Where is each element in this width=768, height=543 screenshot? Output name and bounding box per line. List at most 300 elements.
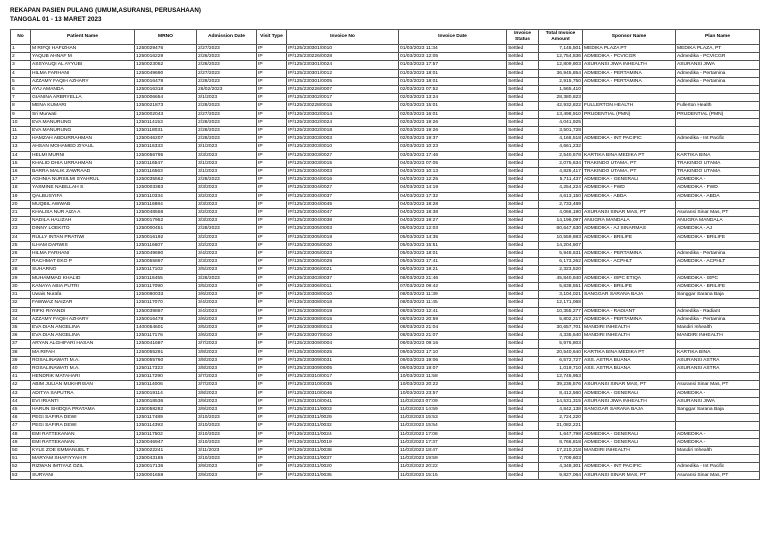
plan-name-cell: PRUDENTIAL (PMN) bbox=[676, 110, 760, 118]
visit-type-cell: IP bbox=[257, 77, 287, 85]
sponsor-name-cell bbox=[583, 86, 676, 94]
visit-type-cell: IP bbox=[257, 209, 287, 217]
invoice-no-cell: IP/125/230303/0037 bbox=[287, 274, 399, 282]
invoice-status-cell: Settled bbox=[507, 471, 539, 479]
visit-type-cell: IP bbox=[257, 258, 287, 266]
invoice-no-cell: IP/125/230308/0010 bbox=[287, 291, 399, 299]
row-number-cell: 46 bbox=[11, 414, 31, 422]
total-invoice-amount-cell: 7,145,501 bbox=[539, 45, 583, 53]
invoice-status-cell: Settled bbox=[507, 184, 539, 192]
invoice-status-cell: Settled bbox=[507, 151, 539, 159]
invoice-status-cell: Settled bbox=[507, 463, 539, 471]
total-invoice-amount-cell: 60,647,630 bbox=[539, 225, 583, 233]
invoice-no-cell: IP/125/230302/0024 bbox=[287, 118, 399, 126]
admission-date-cell: 3/6/2023 bbox=[197, 291, 257, 299]
invoice-status-cell: Settled bbox=[507, 414, 539, 422]
invoice-no-cell: IP/125/230304/0016 bbox=[287, 176, 399, 184]
sponsor-name-cell: SANGGAR SARANA BAJA bbox=[583, 291, 676, 299]
table-row bbox=[11, 422, 760, 430]
sponsor-name-cell: ADMEDIKA - AJ SINARMAS bbox=[583, 225, 676, 233]
plan-name-cell bbox=[676, 373, 760, 381]
visit-type-cell: IP bbox=[257, 282, 287, 290]
sponsor-name-cell: ADMEDIKA - GENERALI bbox=[583, 430, 676, 438]
total-invoice-amount-cell: 4,254,224 bbox=[539, 184, 583, 192]
invoice-status-cell: Settled bbox=[507, 389, 539, 397]
sponsor-name-cell: ADMEDIKA - PCVICGR bbox=[583, 53, 676, 61]
invoice-date-cell: 01/03/2023 17:57 bbox=[399, 61, 507, 69]
invoice-date-cell: 01/03/2023 11:34 bbox=[399, 45, 507, 53]
invoice-no-cell: IP/125/230309/0025 bbox=[287, 348, 399, 356]
visit-type-cell: IP bbox=[257, 241, 287, 249]
table-row bbox=[11, 61, 760, 69]
table-row bbox=[11, 356, 760, 364]
row-number-cell: 4 bbox=[11, 69, 31, 77]
plan-name-cell: TRAKINDO UTAMA bbox=[676, 168, 760, 176]
row-number-cell: 24 bbox=[11, 233, 31, 241]
visit-type-cell: IP bbox=[257, 217, 287, 225]
total-invoice-amount-cell: 9,827,064 bbox=[539, 471, 583, 479]
plan-name-cell bbox=[676, 200, 760, 208]
table-row bbox=[11, 291, 760, 299]
plan-name-cell: MEDIKA PLAZA, PT bbox=[676, 45, 760, 53]
table-body bbox=[11, 45, 760, 480]
invoice-status-cell: Settled bbox=[507, 266, 539, 274]
mrno-cell: 1250049690 bbox=[135, 69, 197, 77]
invoice-date-cell: 08/03/2023 12:41 bbox=[399, 307, 507, 315]
total-invoice-amount-cell: 10,355,277 bbox=[539, 307, 583, 315]
invoice-no-cell: IP/125/230303/0027 bbox=[287, 151, 399, 159]
table-row bbox=[11, 77, 760, 85]
table-row bbox=[11, 364, 760, 372]
total-invoice-amount-cell: 28,380,823 bbox=[539, 94, 583, 102]
plan-name-cell: Admedika - Pertamina bbox=[676, 250, 760, 258]
sponsor-name-cell: KARTIKA BINA MEDIKA PT bbox=[583, 151, 676, 159]
patient-name-cell: AGHNIA NURSILMI SYAHRUL bbox=[31, 176, 135, 184]
mrno-cell: 1250039867 bbox=[135, 307, 197, 315]
row-number-cell: 41 bbox=[11, 373, 31, 381]
patient-name-cell: M RIFQI HAFIZHAN bbox=[31, 45, 135, 53]
admission-date-cell: 3/6/2023 bbox=[197, 332, 257, 340]
plan-name-cell bbox=[676, 455, 760, 463]
invoice-no-cell: IP/125/230311/0038 bbox=[287, 446, 399, 454]
patient-name-cell: PEGI SAFIRA DEWI bbox=[31, 422, 135, 430]
row-number-cell: 19 bbox=[11, 192, 31, 200]
invoice-status-cell: Settled bbox=[507, 225, 539, 233]
visit-type-cell: IP bbox=[257, 364, 287, 372]
invoice-date-cell: 10/03/2023 23:57 bbox=[399, 389, 507, 397]
patient-name-cell: EVA DIAN ANGELINA bbox=[31, 332, 135, 340]
row-number-cell: 52 bbox=[11, 463, 31, 471]
invoice-no-cell: IP/125/230228/0015 bbox=[287, 102, 399, 110]
plan-name-cell: ASURANSI ASTRA bbox=[676, 356, 760, 364]
visit-type-cell: IP bbox=[257, 143, 287, 151]
invoice-date-cell: 04/03/2023 07:05 bbox=[399, 159, 507, 167]
invoice-status-cell: Settled bbox=[507, 323, 539, 331]
invoice-no-cell: IP/125/230308/0013 bbox=[287, 323, 399, 331]
invoice-date-cell: 04/03/2023 10:13 bbox=[399, 168, 507, 176]
sponsor-name-cell: ADMEDIKA - PERTAMINA bbox=[583, 250, 676, 258]
mrno-cell: 1250001658 bbox=[135, 471, 197, 479]
plan-name-cell: KARTIKA BINA bbox=[676, 348, 760, 356]
plan-name-cell: Fullerton Health bbox=[676, 102, 760, 110]
admission-date-cell: 3/10/2023 bbox=[197, 438, 257, 446]
plan-name-cell bbox=[676, 266, 760, 274]
invoice-no-cell: IP/125/230304/0037 bbox=[287, 192, 399, 200]
invoice-date-cell: 08/03/2023 11:39 bbox=[399, 291, 507, 299]
total-invoice-amount-cell: 5,976,803 bbox=[539, 340, 583, 348]
table-row bbox=[11, 53, 760, 61]
total-invoice-amount-cell: 1,019,710 bbox=[539, 364, 583, 372]
patient-name-cell: ROSALINAWATI M.A. bbox=[31, 356, 135, 364]
invoice-date-cell: 11/03/2023 15:54 bbox=[399, 422, 507, 430]
invoice-no-cell: IP/125/230310/0041 bbox=[287, 397, 399, 405]
plan-name-cell: Admedika - Pertamina bbox=[676, 77, 760, 85]
row-number-cell: 35 bbox=[11, 323, 31, 331]
admission-date-cell: 3/6/2023 bbox=[197, 315, 257, 323]
plan-name-cell bbox=[676, 299, 760, 307]
total-invoice-amount-cell: 5,711,437 bbox=[539, 176, 583, 184]
sponsor-name-cell bbox=[583, 200, 676, 208]
total-invoice-amount-cell: 5,838,551 bbox=[539, 282, 583, 290]
invoice-date-cell: 04/03/2023 18:38 bbox=[399, 209, 507, 217]
patient-name-cell: KHALID DHIA URRAHMAN bbox=[31, 159, 135, 167]
column-header: Plan Name bbox=[676, 30, 760, 45]
sponsor-name-cell bbox=[583, 266, 676, 274]
sponsor-name-cell: ADMEDIKA - BRILIFE bbox=[583, 282, 676, 290]
patient-name-cell: AZZAMY FAQIH AZHARY bbox=[31, 315, 135, 323]
admission-date-cell: 3/1/2023 bbox=[197, 94, 257, 102]
plan-name-cell bbox=[676, 241, 760, 249]
invoice-no-cell: IP/125/230311/0024 bbox=[287, 430, 399, 438]
table-row bbox=[11, 94, 760, 102]
plan-name-cell: ADMEDIKA - BRILIFE bbox=[676, 233, 760, 241]
column-header: Total Invoice Amount bbox=[539, 30, 583, 45]
row-number-cell: 15 bbox=[11, 159, 31, 167]
mrno-cell: 1250016478 bbox=[135, 77, 197, 85]
total-invoice-amount-cell: 2,724,220 bbox=[539, 414, 583, 422]
sponsor-name-cell: ADMEDIKA - INT PACIFIC bbox=[583, 135, 676, 143]
visit-type-cell: IP bbox=[257, 455, 287, 463]
row-number-cell: 21 bbox=[11, 209, 31, 217]
plan-name-cell bbox=[676, 94, 760, 102]
patient-name-cell: ADITYA SAPUTRA bbox=[31, 389, 135, 397]
table-row bbox=[11, 45, 760, 53]
invoice-status-cell: Settled bbox=[507, 217, 539, 225]
sponsor-name-cell: ADMEDIKA - RADIANT bbox=[583, 307, 676, 315]
visit-type-cell: IP bbox=[257, 340, 287, 348]
total-invoice-amount-cell: 14,531,315 bbox=[539, 397, 583, 405]
row-number-cell: 1 bbox=[11, 45, 31, 53]
plan-name-cell: Admedika - Pertamina bbox=[676, 315, 760, 323]
row-number-cell: 6 bbox=[11, 86, 31, 94]
invoice-no-cell: IP/125/230305/0029 bbox=[287, 258, 399, 266]
admission-date-cell: 3/5/2023 bbox=[197, 266, 257, 274]
plan-name-cell: ANUGRA MANDALA bbox=[676, 217, 760, 225]
visit-type-cell: IP bbox=[257, 94, 287, 102]
admission-date-cell: 2/28/2023 bbox=[197, 118, 257, 126]
mrno-cell: 1250118031 bbox=[135, 127, 197, 135]
row-number-cell: 34 bbox=[11, 315, 31, 323]
total-invoice-amount-cell: 2,540,578 bbox=[539, 151, 583, 159]
invoice-date-cell: 08/03/2023 21:07 bbox=[399, 332, 507, 340]
sponsor-name-cell: ASURANSI SINAR MAS, PT bbox=[583, 471, 676, 479]
total-invoice-amount-cell: 2,915,750 bbox=[539, 77, 583, 85]
total-invoice-amount-cell: 12,809,803 bbox=[539, 61, 583, 69]
plan-name-cell: Admedika - Radiant bbox=[676, 307, 760, 315]
table-row bbox=[11, 446, 760, 454]
patient-name-cell: SUHARNO bbox=[31, 266, 135, 274]
table-row bbox=[11, 258, 760, 266]
visit-type-cell: IP bbox=[257, 86, 287, 94]
patient-name-cell: ROSALINAWATI M.A. bbox=[31, 364, 135, 372]
table-row bbox=[11, 332, 760, 340]
invoice-no-cell: IP/125/230304/0003 bbox=[287, 168, 399, 176]
row-number-cell: 32 bbox=[11, 299, 31, 307]
mrno-cell: 1250016192 bbox=[135, 233, 197, 241]
admission-date-cell: 3/1/2023 bbox=[197, 168, 257, 176]
visit-type-cell: IP bbox=[257, 356, 287, 364]
visit-type-cell: IP bbox=[257, 184, 287, 192]
admission-date-cell: 3/11/2023 bbox=[197, 446, 257, 454]
invoice-date-cell: 11/03/2023 20:22 bbox=[399, 463, 507, 471]
row-number-cell: 25 bbox=[11, 241, 31, 249]
row-number-cell: 29 bbox=[11, 274, 31, 282]
patient-name-cell: KANAYA ABIA PUTRI bbox=[31, 282, 135, 290]
table-row bbox=[11, 282, 760, 290]
plan-name-cell: ASURANSI JIWA bbox=[676, 61, 760, 69]
row-number-cell: 12 bbox=[11, 135, 31, 143]
table-row bbox=[11, 159, 760, 167]
sponsor-name-cell: MEDIKA PLAZA PT bbox=[583, 45, 676, 53]
invoice-date-cell: 08/03/2023 11:45 bbox=[399, 299, 507, 307]
invoice-status-cell: Settled bbox=[507, 455, 539, 463]
admission-date-cell: 3/9/2023 bbox=[197, 463, 257, 471]
invoice-date-cell: 01/03/2023 12:05 bbox=[399, 53, 507, 61]
row-number-cell: 13 bbox=[11, 143, 31, 151]
table-row bbox=[11, 299, 760, 307]
invoice-status-cell: Settled bbox=[507, 110, 539, 118]
total-invoice-amount-cell: 45,840,840 bbox=[539, 274, 583, 282]
sponsor-name-cell: ADMEDIKA - GENERALI bbox=[583, 176, 676, 184]
visit-type-cell: IP bbox=[257, 250, 287, 258]
invoice-date-cell: 07/03/2023 09:42 bbox=[399, 282, 507, 290]
patient-name-cell: Sri Murwati bbox=[31, 110, 135, 118]
admission-date-cell: 3/8/2023 bbox=[197, 348, 257, 356]
sponsor-name-cell: ADMEDIKA - GENERALI bbox=[583, 389, 676, 397]
table-row bbox=[11, 373, 760, 381]
admission-date-cell: 3/2/2023 bbox=[197, 192, 257, 200]
mrno-cell: 1250110334 bbox=[135, 192, 197, 200]
discharge-table bbox=[10, 29, 760, 480]
plan-name-cell: Admedika - Int Pacific bbox=[676, 135, 760, 143]
sponsor-name-cell bbox=[583, 143, 676, 151]
mrno-cell: 1250046947 bbox=[135, 438, 197, 446]
sponsor-name-cell: ASURANSI SINAR MAS, PT bbox=[583, 209, 676, 217]
invoice-status-cell: Settled bbox=[507, 45, 539, 53]
sponsor-name-cell: ADMEDIKA - GENERALI bbox=[583, 438, 676, 446]
patient-name-cell: RIZWAN IMTIYAZ OZIL bbox=[31, 463, 135, 471]
admission-date-cell: 3/4/2023 bbox=[197, 299, 257, 307]
mrno-cell: 1250117290 bbox=[135, 373, 197, 381]
total-invoice-amount-cell: 4,826,417 bbox=[539, 168, 583, 176]
mrno-cell: 1250016229 bbox=[135, 53, 197, 61]
mrno-cell: 1250117176 bbox=[135, 332, 197, 340]
invoice-status-cell: Settled bbox=[507, 405, 539, 413]
total-invoice-amount-cell: 6,173,262 bbox=[539, 258, 583, 266]
mrno-cell: 1250116884 bbox=[135, 200, 197, 208]
invoice-no-cell: IP/125/230226/0007 bbox=[287, 86, 399, 94]
admission-date-cell: 26/02/2023 bbox=[197, 86, 257, 94]
patient-name-cell: AYU AMANDA bbox=[31, 86, 135, 94]
patient-name-cell: ABIM JULIAN MUKHRISAN bbox=[31, 381, 135, 389]
plan-name-cell bbox=[676, 414, 760, 422]
total-invoice-amount-cell: 1,565,410 bbox=[539, 86, 583, 94]
invoice-status-cell: Settled bbox=[507, 176, 539, 184]
row-number-cell: 5 bbox=[11, 77, 31, 85]
visit-type-cell: IP bbox=[257, 225, 287, 233]
visit-type-cell: IP bbox=[257, 176, 287, 184]
table-row bbox=[11, 217, 760, 225]
invoice-no-cell: IP/125/230310/0035 bbox=[287, 381, 399, 389]
visit-type-cell: IP bbox=[257, 438, 287, 446]
invoice-date-cell: 11/03/2023 14:59 bbox=[399, 405, 507, 413]
mrno-cell: 1250117502 bbox=[135, 430, 197, 438]
invoice-date-cell: 04/03/2023 14:19 bbox=[399, 184, 507, 192]
visit-type-cell: IP bbox=[257, 45, 287, 53]
invoice-no-cell: IP/125/230311/0032 bbox=[287, 422, 399, 430]
admission-date-cell: 3/3/2023 bbox=[197, 200, 257, 208]
invoice-status-cell: Settled bbox=[507, 291, 539, 299]
plan-name-cell bbox=[676, 86, 760, 94]
sponsor-name-cell bbox=[583, 455, 676, 463]
invoice-date-cell: 04/03/2023 17:32 bbox=[399, 192, 507, 200]
row-number-cell: 3 bbox=[11, 61, 31, 69]
total-invoice-amount-cell: 14,204,607 bbox=[539, 241, 583, 249]
invoice-status-cell: Settled bbox=[507, 102, 539, 110]
mrno-cell: 1250022241 bbox=[135, 446, 197, 454]
sponsor-name-cell bbox=[583, 127, 676, 135]
plan-name-cell: ADMEDIKA - bbox=[676, 438, 760, 446]
table-row bbox=[11, 110, 760, 118]
mrno-cell: 1250055760 bbox=[135, 356, 197, 364]
invoice-no-cell: IP/125/230301/0024 bbox=[287, 61, 399, 69]
invoice-status-cell: Settled bbox=[507, 69, 539, 77]
mrno-cell: 1250016478 bbox=[135, 315, 197, 323]
admission-date-cell: 2/27/2023 bbox=[197, 110, 257, 118]
table-row bbox=[11, 438, 760, 446]
patient-name-cell: FAWWAZ NAIZAR bbox=[31, 299, 135, 307]
plan-name-cell: ADMEDIKA - FWD bbox=[676, 184, 760, 192]
invoice-date-cell: 11/03/2023 15:15 bbox=[399, 471, 507, 479]
patient-name-cell: EVI IRIANTI bbox=[31, 397, 135, 405]
patient-name-cell: Uwais Nurafa bbox=[31, 291, 135, 299]
visit-type-cell: IP bbox=[257, 381, 287, 389]
mrno-cell: 1250080033 bbox=[135, 291, 197, 299]
visit-type-cell: IP bbox=[257, 414, 287, 422]
total-invoice-amount-cell: 3,501,728 bbox=[539, 127, 583, 135]
mrno-cell: 1250055867 bbox=[135, 258, 197, 266]
mrno-cell: 1250114006 bbox=[135, 381, 197, 389]
total-invoice-amount-cell: 20,540,640 bbox=[539, 348, 583, 356]
plan-name-cell bbox=[676, 118, 760, 126]
plan-name-cell bbox=[676, 340, 760, 348]
admission-date-cell: 3/5/2023 bbox=[197, 282, 257, 290]
table-row bbox=[11, 143, 760, 151]
report-heading bbox=[10, 6, 201, 24]
patient-name-cell: HELMI MURNI bbox=[31, 151, 135, 159]
invoice-no-cell: IP/125/230311/0035 bbox=[287, 471, 399, 479]
total-invoice-amount-cell: 4,661,232 bbox=[539, 143, 583, 151]
total-invoice-amount-cell: 4,335,640 bbox=[539, 332, 583, 340]
table-row bbox=[11, 381, 760, 389]
row-number-cell: 53 bbox=[11, 471, 31, 479]
patient-name-cell: QALBUSYIFA bbox=[31, 192, 135, 200]
total-invoice-amount-cell: 2,733,489 bbox=[539, 200, 583, 208]
invoice-no-cell: IP/125/230226/0028 bbox=[287, 53, 399, 61]
admission-date-cell: 3/8/2023 bbox=[197, 356, 257, 364]
admission-date-cell: 3/10/2023 bbox=[197, 455, 257, 463]
visit-type-cell: IP bbox=[257, 192, 287, 200]
table-row bbox=[11, 250, 760, 258]
total-invoice-amount-cell: 12,171,068 bbox=[539, 299, 583, 307]
invoice-status-cell: Settled bbox=[507, 258, 539, 266]
invoice-no-cell: IP/125/230310/0046 bbox=[287, 389, 399, 397]
invoice-status-cell: Settled bbox=[507, 159, 539, 167]
invoice-date-cell: 05/03/2023 12:03 bbox=[399, 225, 507, 233]
patient-name-cell: HENDRIK MATAHARI bbox=[31, 373, 135, 381]
invoice-no-cell: IP/125/230309/0031 bbox=[287, 356, 399, 364]
invoice-no-cell: IP/125/230305/0023 bbox=[287, 250, 399, 258]
invoice-date-cell: 10/03/2023 20:22 bbox=[399, 381, 507, 389]
table-row bbox=[11, 397, 760, 405]
patient-name-cell: GIANINA ARBRYELLA bbox=[31, 94, 135, 102]
mrno-cell: 1250055291 bbox=[135, 348, 197, 356]
visit-type-cell: IP bbox=[257, 110, 287, 118]
invoice-status-cell: Settled bbox=[507, 233, 539, 241]
plan-name-cell: ASURANSI JIWA bbox=[676, 397, 760, 405]
total-invoice-amount-cell: 2,323,520 bbox=[539, 266, 583, 274]
plan-name-cell: ADMEDIKA - ABDA bbox=[676, 192, 760, 200]
row-number-cell: 43 bbox=[11, 389, 31, 397]
plan-name-cell: Mandiri Inhealth bbox=[676, 446, 760, 454]
table-row bbox=[11, 430, 760, 438]
table-row bbox=[11, 471, 760, 479]
row-number-cell: 2 bbox=[11, 53, 31, 61]
invoice-date-cell: 11/03/2023 17:08 bbox=[399, 430, 507, 438]
sponsor-name-cell: ASURANSI JIWA INHEALTH bbox=[583, 61, 676, 69]
invoice-date-cell: 10/03/2023 11:58 bbox=[399, 373, 507, 381]
visit-type-cell: IP bbox=[257, 291, 287, 299]
patient-name-cell: MUQBIL AWWAB bbox=[31, 200, 135, 208]
mrno-cell: 1250035562 bbox=[135, 176, 197, 184]
invoice-date-cell: 02/03/2023 19:26 bbox=[399, 127, 507, 135]
plan-name-cell: Asuransi Sinar Mas, PT bbox=[676, 381, 760, 389]
total-invoice-amount-cell: 5,802,217 bbox=[539, 315, 583, 323]
sponsor-name-cell: MANDIRI INHEALTH bbox=[583, 446, 676, 454]
patient-name-cell: MARYAM SHAFIYYAH R bbox=[31, 455, 135, 463]
invoice-status-cell: Settled bbox=[507, 332, 539, 340]
plan-name-cell: Admedika - Int Pacific bbox=[676, 463, 760, 471]
plan-name-cell: Sanggar Sarana Baja bbox=[676, 291, 760, 299]
mrno-cell: 1250043165 bbox=[135, 455, 197, 463]
invoice-no-cell: IP/125/230309/0005 bbox=[287, 364, 399, 372]
visit-type-cell: IP bbox=[257, 274, 287, 282]
invoice-date-cell: 01/03/2023 18:01 bbox=[399, 69, 507, 77]
mrno-cell: 1250000451 bbox=[135, 225, 197, 233]
table-row bbox=[11, 274, 760, 282]
invoice-no-cell: IP/125/230304/0047 bbox=[287, 209, 399, 217]
invoice-status-cell: Settled bbox=[507, 430, 539, 438]
